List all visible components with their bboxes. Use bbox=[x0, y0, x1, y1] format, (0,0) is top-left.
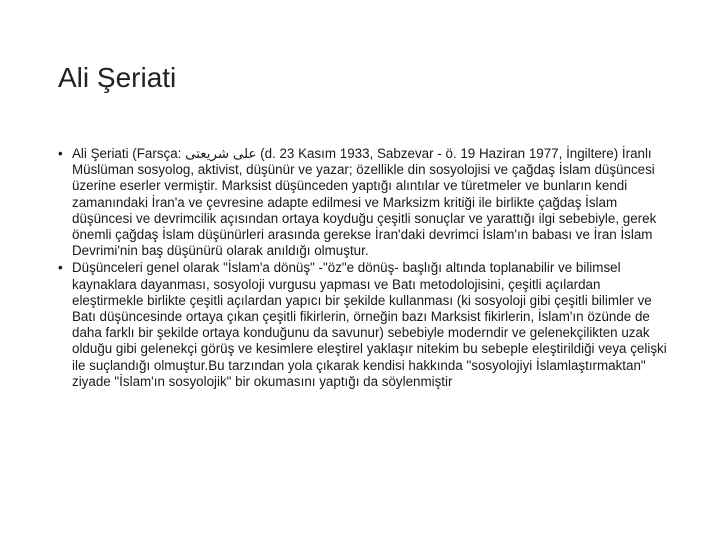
bullet-item-biography bbox=[58, 146, 668, 259]
bullet-marker: • bbox=[58, 146, 63, 161]
bullet-marker: • bbox=[58, 260, 63, 276]
bullet-text-rest: (d. 23 Kasım 1933, Sabzevar - ö. 19 Haziran 1977, İngiltere) İranlı Müslüman sosyolog, aktivist, düşünür ve yazar; özellikle din sosyolojisi ve çağdaş İslam düşüncesi üzerine eserler vermiştir. Marksist düşünceden yaptığı alıntılar ve türetmeler ve bunların kendi zamanındaki İran'a ve çevresine adapte edilmesi ve Marksizm kritiği ile birlikte çağdaş İslam düşüncesi ve devrimcilik açısından ortaya koyduğu çeşitli sonuçlar ve yarattığı ilgi sebebiyle, gerek önemli çağdaş İslam düşünürleri arasında gerekse İran'daki devrimci İslam'ın babası ve İran İslam Devrimi'nin baş düşünürü olarak anıldığı olmuştur. bbox=[72, 146, 657, 259]
bullet-list bbox=[58, 146, 668, 391]
bullet-text: Düşünceleri genel olarak "İslam'a dönüş" -"öz"e dönüş- başlığı altında toplanabilir ve bilimsel kaynaklara dayanması, sosyoloji vurgusu yapması ve Batı metodolojisini, çeşitli açılardan eleştirmekle birlikte çeşitli açılardan yapıcı bir şekilde kullanması (ki sosyoloji gibi çeşitli bilimler ve Batı düşüncesinde ortaya çıkan çeşitli fikirlerin, örneğin bazı Marksist fikirlerin, İslam'ın özünde de daha farklı bir şekilde ortaya konduğunu da savunur) sebebiyle moderndir ve gelenekçilikten uzak olduğu gibi gelenekçi görüş ve kesimlere eleştirel yaklaşır nitekim bu sebeple eleştirildiği veya çelişki ile suçlandığı olmuştur.Bu tarzından yola çıkarak kendisi hakkında "sosyolojiyi İslamlaştırmaktan" ziyade "İslam'ın sosyolojik" bir okumasını yaptığı da söylenmiştir bbox=[72, 260, 667, 389]
bullet-text-start: Ali Şeriati (Farsça: bbox=[72, 146, 186, 161]
bullet-item-thought bbox=[58, 260, 668, 390]
slide-title: Ali Şeriati bbox=[58, 62, 177, 93]
arabic-name: علی شریعتی bbox=[185, 146, 257, 161]
